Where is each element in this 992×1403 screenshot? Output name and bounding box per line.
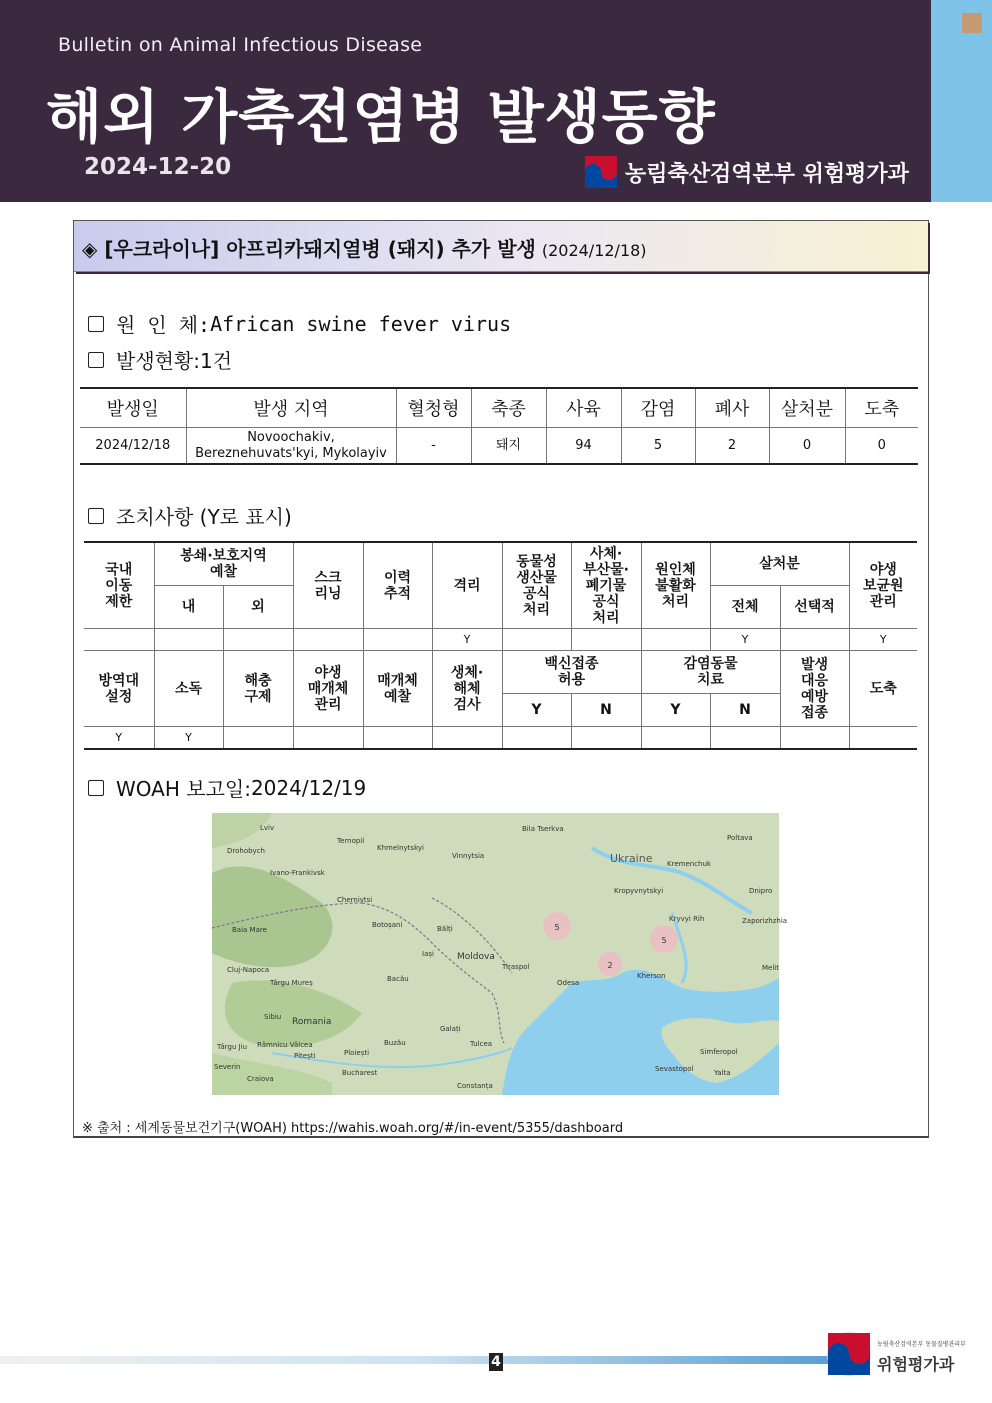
- hdr-zone-outside: 외: [223, 586, 293, 629]
- table-row: [80, 428, 918, 465]
- map-canvas: [212, 813, 788, 1095]
- hdr-treat-no: N: [710, 694, 780, 727]
- report-title: [82, 233, 647, 262]
- measure-value: Y: [710, 629, 780, 651]
- report-title-date: (2024/12/18): [541, 241, 647, 260]
- measure-value: [502, 727, 571, 750]
- measures-title: 조치사항 (Y로 표시): [116, 505, 292, 529]
- hdr-cull-all: 전체: [710, 586, 780, 629]
- measures-table: [84, 541, 917, 750]
- map-label-romania: Romania: [292, 1017, 332, 1027]
- hdr-domestic-restriction: 국내 이동 제한: [84, 542, 154, 629]
- measure-value: Y: [84, 727, 154, 750]
- cluster-count: 5: [661, 936, 667, 945]
- bulletin-subtitle: Bulletin on Animal Infectious Disease: [58, 34, 423, 56]
- outbreak-header-row: [80, 388, 918, 428]
- measure-value: Y: [432, 629, 502, 651]
- hdr-vaccine-no: N: [571, 694, 641, 727]
- map-label-lviv: Lviv: [260, 824, 275, 832]
- map-label-ramnicu-valcea: Râmnicu Vâlcea: [257, 1041, 313, 1049]
- map-label-kremenchuk: Kremenchuk: [667, 860, 711, 868]
- hdr-treatment: 감염동물 치료: [641, 651, 780, 694]
- measure-value: [293, 629, 363, 651]
- map-label-sibiu: Sibiu: [264, 1013, 282, 1021]
- measure-value: [223, 727, 293, 750]
- map-label-kryvyi-rih: Kryvyi Rih: [669, 915, 705, 923]
- measure-value: [780, 629, 849, 651]
- cluster-count: 2: [607, 961, 613, 970]
- measure-value: Y: [849, 629, 917, 651]
- agent-line: [88, 309, 511, 338]
- hdr-screening: 스크 리닝: [293, 542, 363, 629]
- map-label-cluj-napoca: Cluj-Napoca: [227, 966, 270, 974]
- map-label-yalta: Yalta: [714, 1069, 731, 1077]
- cell-date: 2024/12/18: [80, 428, 186, 465]
- measure-value: [641, 727, 710, 750]
- cell-susceptible: 94: [546, 428, 621, 465]
- measure-value: [293, 727, 363, 750]
- footer-org-name: 위험평가과: [877, 1355, 955, 1374]
- issue-date: 2024-12-20: [84, 154, 232, 180]
- measure-value: [849, 727, 917, 750]
- measure-value: [84, 629, 154, 651]
- measure-value: [154, 629, 223, 651]
- col-header: 혈청형: [396, 388, 471, 428]
- map-label-botosani: Botoșani: [372, 921, 403, 929]
- col-header: 축종: [471, 388, 546, 428]
- map-label-simferopol: Simferopol: [700, 1048, 738, 1056]
- report-title-text: ◈ [우크라이나] 아프리카돼지열병 (돼지) 추가 발생: [82, 237, 536, 261]
- cell-cases: 5: [621, 428, 695, 465]
- cell-killed: 0: [769, 428, 845, 465]
- map-label-bucharest: Bucharest: [342, 1069, 378, 1077]
- hdr-traceability: 이력 추적: [363, 542, 432, 629]
- hdr-carcass-disposal: 사체· 부산물· 폐기물 공식 처리: [571, 542, 641, 629]
- checkbox-square-icon: [88, 780, 104, 796]
- map-label-severin: Severin: [214, 1063, 241, 1071]
- agent-value: African swine fever virus: [210, 311, 512, 336]
- hdr-product-disposal: 동물성 생산물 공식 처리: [502, 542, 571, 629]
- map-label-tulcea: Tulcea: [470, 1040, 493, 1048]
- measures-heading: [88, 501, 292, 530]
- measure-value: [223, 629, 293, 651]
- map-label-khmelnytskyi: Khmelnytskyi: [377, 844, 424, 852]
- map-label-craiova: Craiova: [247, 1075, 274, 1083]
- source-note: ※ 출처 : 세계동물보건기구(WOAH) https://wahis.woah.org/#/in-event/5355/dashboard: [82, 1121, 624, 1136]
- footer-rule: [0, 1356, 830, 1364]
- map-label-ternopil: Ternopil: [337, 837, 365, 845]
- col-header: 살처분: [769, 388, 845, 428]
- cell-deaths: 2: [695, 428, 769, 465]
- woah-value: 2024/12/19: [250, 775, 367, 800]
- col-header: 도축: [845, 388, 918, 428]
- header-corner-square: [962, 13, 982, 33]
- cell-region: Novoochakiv, Bereznehuvats'kyi, Mykolayiv: [186, 428, 396, 465]
- map-label-pitesti: Pitești: [294, 1052, 316, 1060]
- footer-org-department: 농림축산검역본부 동물질병관리부: [877, 1341, 966, 1348]
- map-label-targu-jiu: Târgu Jiu: [217, 1043, 248, 1051]
- hdr-zone-surveillance: 봉쇄·보호지역 예찰: [154, 542, 293, 586]
- map-label-constanta: Constanța: [457, 1082, 493, 1090]
- hdr-inspection: 생체· 해체 검사: [432, 651, 502, 727]
- page-number: 4: [489, 1353, 503, 1371]
- taegeuk-footer-logo-icon: [827, 1332, 871, 1376]
- cell-slaughtered: 0: [845, 428, 918, 465]
- org-badge: [585, 156, 909, 188]
- hdr-treat-yes: Y: [641, 694, 710, 727]
- map-label-baia-mare: Baia Mare: [232, 926, 267, 934]
- measure-value: [641, 629, 710, 651]
- map-label-ploiesti: Ploiești: [344, 1049, 370, 1057]
- map-label-drohobych: Drohobych: [227, 847, 265, 855]
- measure-value: [363, 629, 432, 651]
- map-label-ivano-frankivsk: Ivano-Frankivsk: [270, 869, 325, 877]
- col-header: 발생일: [80, 388, 186, 428]
- hdr-stamping-out: 살처분: [710, 542, 849, 586]
- hdr-response-vaccination: 발생 대응 예방 접종: [780, 651, 849, 727]
- map-label-melitopol: Melit: [762, 964, 779, 972]
- outbreak-map: [212, 813, 788, 1095]
- map-label-bacau: Bacău: [387, 975, 409, 983]
- measure-value: [571, 629, 641, 651]
- hdr-disinfection: 소독: [154, 651, 223, 727]
- measure-value: [432, 727, 502, 750]
- taegeuk-logo-icon: [585, 156, 617, 188]
- hdr-pest-control: 해충 구제: [223, 651, 293, 727]
- map-label-buzau: Buzău: [384, 1039, 406, 1047]
- org-name: 농림축산검역본부 위험평가과: [625, 161, 909, 187]
- measure-value: [502, 629, 571, 651]
- woah-line: [88, 773, 366, 802]
- hdr-cull-selective: 선택적: [780, 586, 849, 629]
- col-header: 발생 지역: [186, 388, 396, 428]
- hdr-vector-surveillance: 매개체 예찰: [363, 651, 432, 727]
- map-label-balti: Bălți: [437, 925, 453, 933]
- col-header: 사육: [546, 388, 621, 428]
- map-label-sevastopol: Sevastopol: [655, 1065, 694, 1073]
- cell-serotype: -: [396, 428, 471, 465]
- checkbox-square-icon: [88, 316, 104, 332]
- agent-label: 원 인 체:: [116, 313, 211, 337]
- col-header: 감염: [621, 388, 695, 428]
- map-label-zaporizhzhia: Zaporizhzhia: [742, 917, 788, 925]
- hdr-wildlife-reservoir: 야생 보균원 관리: [849, 542, 917, 629]
- measure-value: [571, 727, 641, 750]
- map-label-iasi: Iași: [422, 950, 434, 958]
- measures-row-2: [84, 727, 917, 750]
- hdr-wild-vector: 야생 매개체 관리: [293, 651, 363, 727]
- measure-value: [780, 727, 849, 750]
- map-label-bila-tserkva: Bila Tserkva: [522, 825, 564, 833]
- outbreak-table: [80, 387, 918, 465]
- hdr-zoning: 방역대 설정: [84, 651, 154, 727]
- status-line: [88, 345, 232, 374]
- hdr-quarantine: 격리: [432, 542, 502, 629]
- page-header: [0, 0, 931, 202]
- measures-row-1: [84, 629, 917, 651]
- map-label-odesa: Odesa: [557, 979, 580, 987]
- hdr-vaccination-permitted: 백신접종 허용: [502, 651, 641, 694]
- cell-species: 돼지: [471, 428, 546, 465]
- map-label-vinnytsia: Vinnytsia: [452, 852, 485, 860]
- map-label-targu-mures: Târgu Mureș: [270, 979, 313, 987]
- map-label-chernivtsi: Chernivtsi: [337, 896, 373, 904]
- map-label-poltava: Poltava: [727, 834, 753, 842]
- col-header: 폐사: [695, 388, 769, 428]
- hdr-pathogen-inactivation: 원인체 불활화 처리: [641, 542, 710, 629]
- measure-value: [363, 727, 432, 750]
- map-label-galati: Galați: [440, 1025, 461, 1033]
- status-value: 1건: [200, 349, 233, 373]
- hdr-vaccine-yes: Y: [502, 694, 571, 727]
- map-label-tiraspol: Tiraspol: [502, 963, 530, 971]
- woah-label: WOAH 보고일:: [116, 777, 251, 801]
- page-title: 해외 가축전염병 발생동향: [46, 83, 716, 151]
- map-label-kropyvnytskyi: Kropyvnytskyi: [614, 887, 664, 895]
- measure-value: [710, 727, 780, 750]
- checkbox-square-icon: [88, 508, 104, 524]
- map-label-kherson: Kherson: [637, 972, 666, 980]
- checkbox-square-icon: [88, 352, 104, 368]
- cluster-count: 5: [554, 923, 560, 932]
- map-label-dnipro: Dnipro: [749, 887, 773, 895]
- hdr-zone-inside: 내: [154, 586, 223, 629]
- status-label: 발생현황:: [116, 349, 201, 373]
- report-title-bar: [74, 221, 928, 272]
- measure-value: Y: [154, 727, 223, 750]
- map-label-ukraine: Ukraine: [610, 852, 653, 865]
- hdr-slaughter: 도축: [849, 651, 917, 727]
- map-label-moldova: Moldova: [457, 952, 495, 962]
